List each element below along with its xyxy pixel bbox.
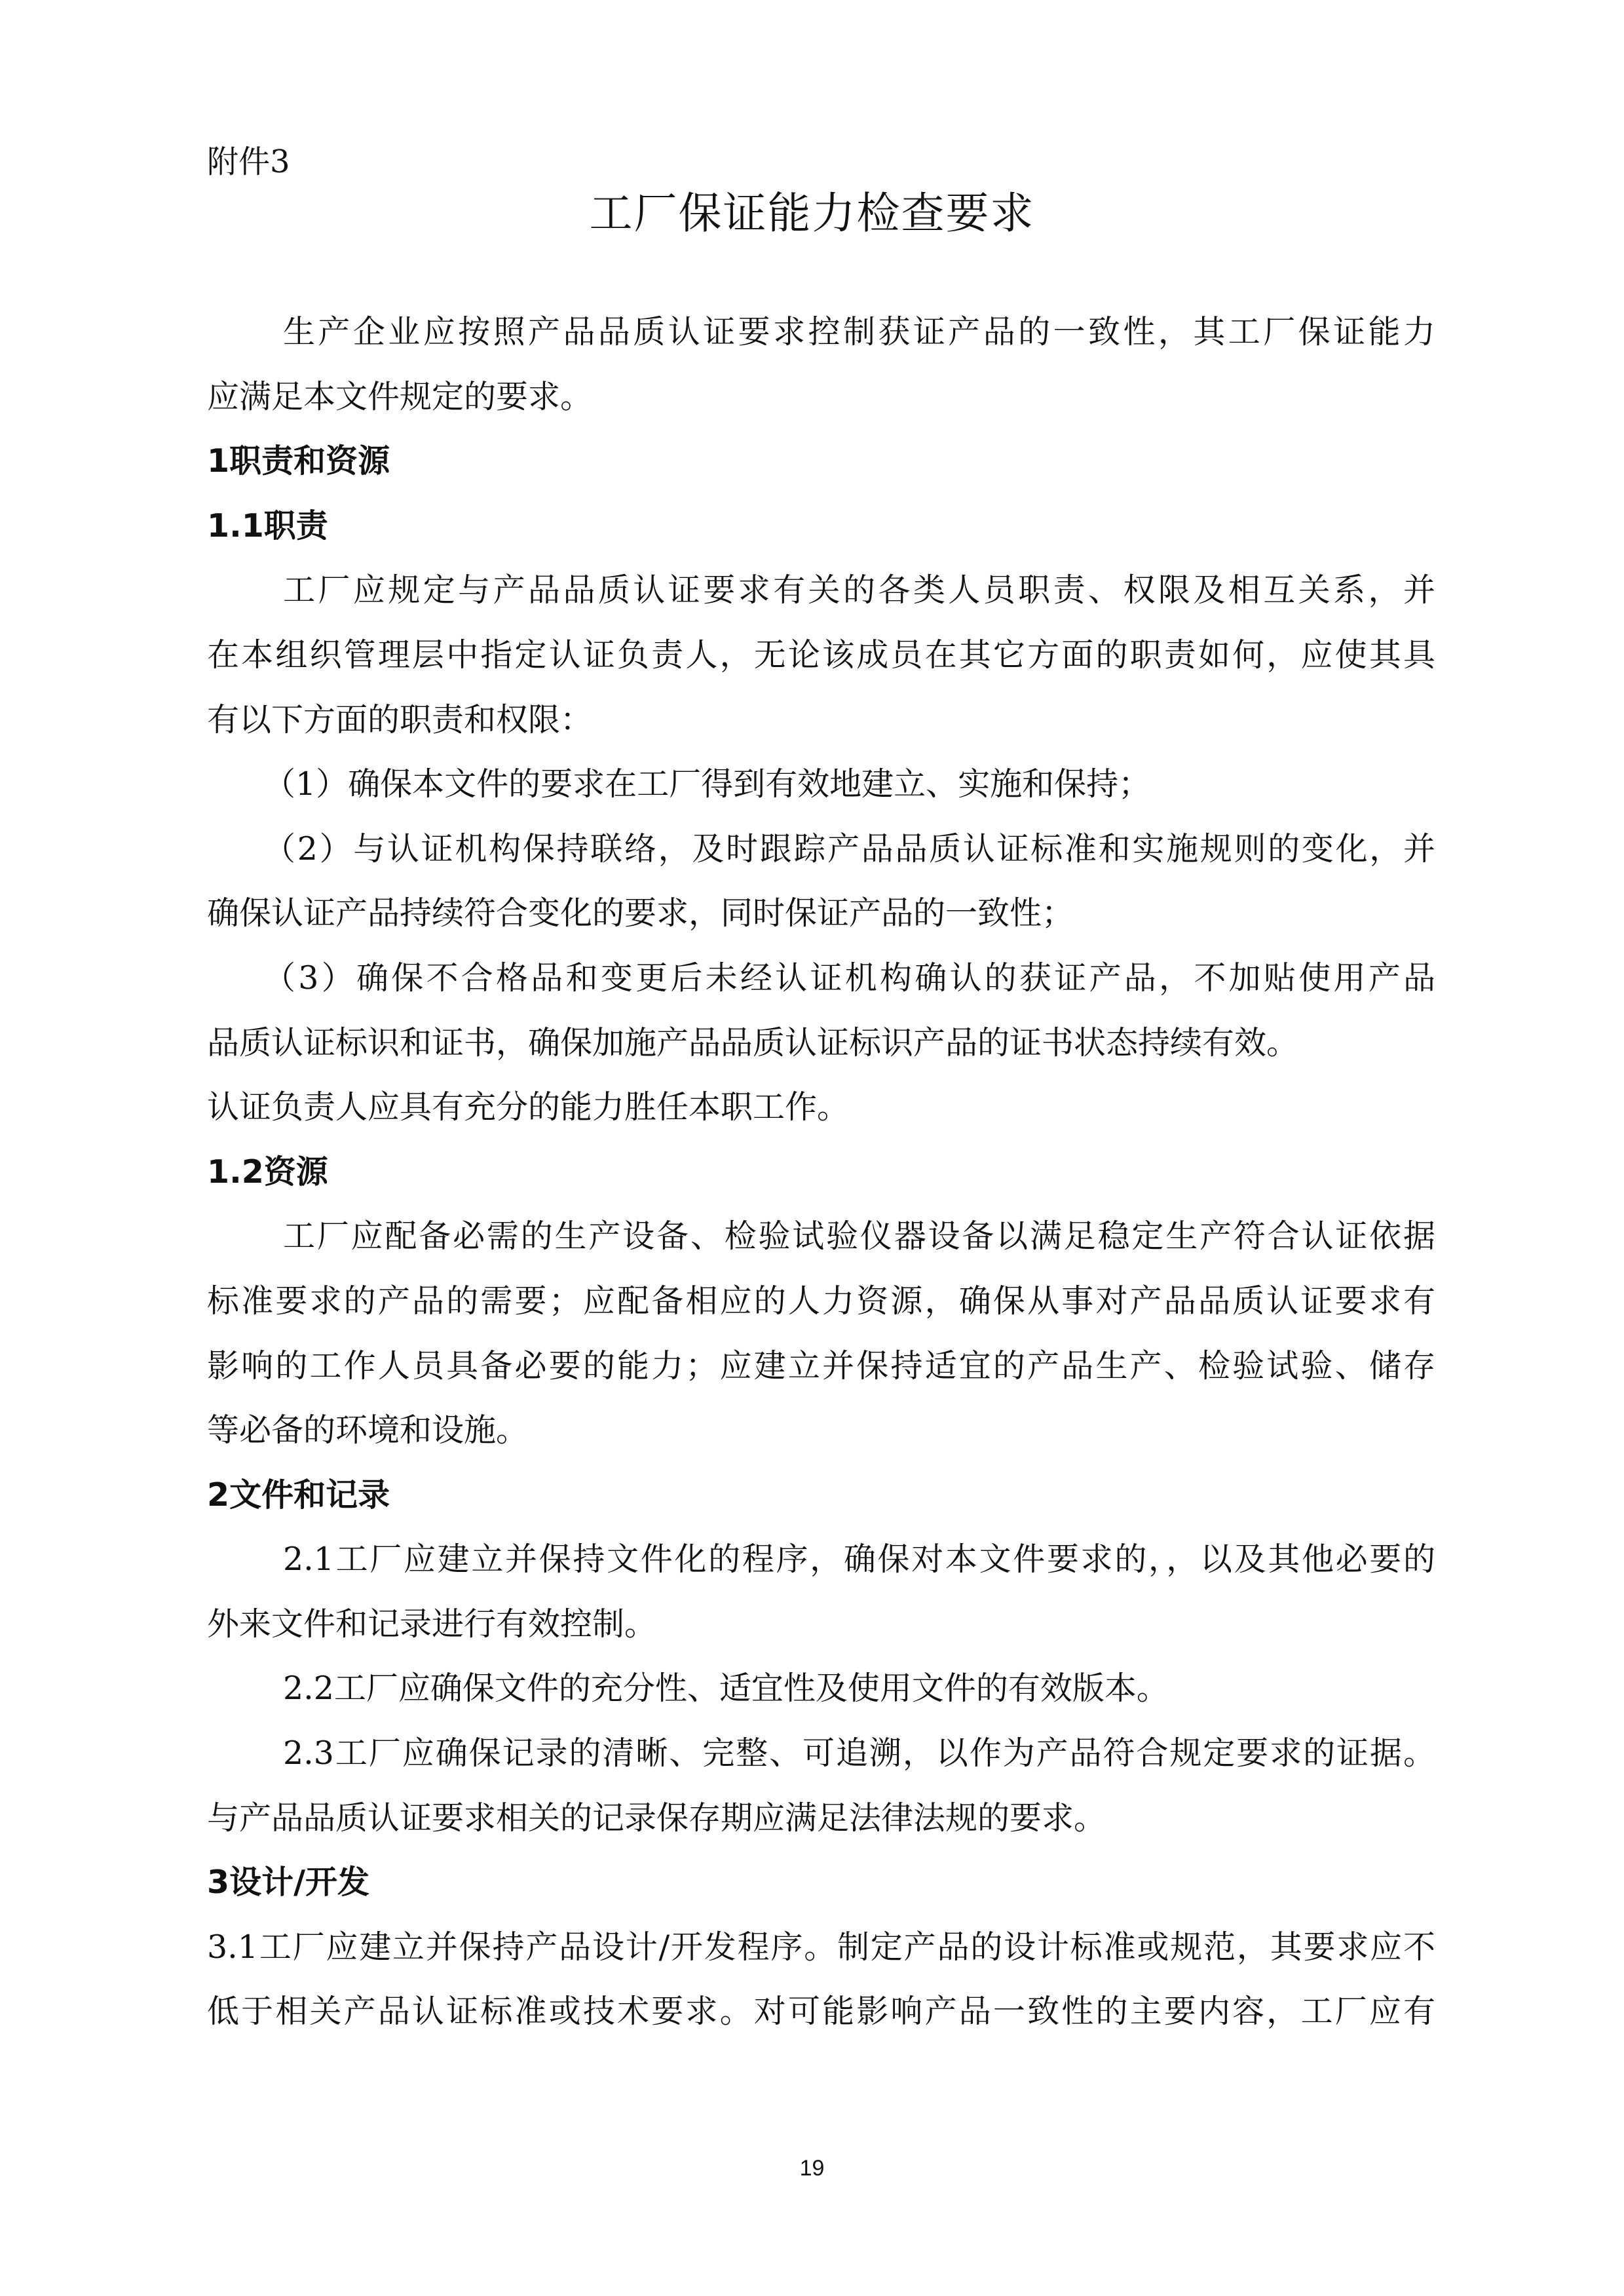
text-line: 2.2工厂应确保文件的充分性、适宜性及使用文件的有效版本。 (283, 1670, 1169, 1708)
text-line: （1）确保本文件的要求在工厂得到有效地建立、实施和保持； (263, 765, 1151, 803)
text-line: 2.3工厂应确保记录的清晰、完整、可追溯，以作为产品符合规定要求的证据。 (283, 1734, 1435, 1772)
text-line: 3.1工厂应建立并保持产品设计/开发程序。制定产品的设计标准或规范，其要求应不 (207, 1928, 1435, 1966)
attachment-label: 附件3 (207, 144, 290, 180)
section-heading: 2文件和记录 (207, 1476, 390, 1514)
page-number: 19 (799, 2156, 825, 2181)
section-heading: 1.2资源 (207, 1153, 328, 1191)
section-heading: 1职责和资源 (207, 442, 390, 480)
text-line: 等必备的环境和设施。 (207, 1411, 529, 1449)
text-line: 确保认证产品持续符合变化的要求，同时保证产品的一致性； (207, 894, 1074, 932)
section-heading: 1.1职责 (207, 507, 328, 545)
text-line: 在本组织管理层中指定认证负责人，无论该成员在其它方面的职责如何，应使其具 (207, 636, 1435, 674)
text-line: 工厂应规定与产品品质认证要求有关的各类人员职责、权限及相互关系，并 (283, 571, 1435, 609)
section-heading: 3设计/开发 (207, 1864, 369, 1902)
text-line: 工厂应配备必需的生产设备、检验试验仪器设备以满足稳定生产符合认证依据 (283, 1217, 1435, 1255)
text-line: 外来文件和记录进行有效控制。 (207, 1605, 657, 1643)
document-title: 工厂保证能力检查要求 (589, 188, 1035, 239)
text-line: 品质认证标识和证书，确保加施产品品质认证标识产品的证书状态持续有效。 (207, 1024, 1299, 1062)
text-line: 认证负责人应具有充分的能力胜任本职工作。 (207, 1088, 850, 1126)
text-line: 影响的工作人员具备必要的能力；应建立并保持适宜的产品生产、检验试验、储存 (207, 1347, 1435, 1385)
text-line: 生产企业应按照产品品质认证要求控制获证产品的一致性，其工厂保证能力 (283, 313, 1435, 351)
text-line: 低于相关产品认证标准或技术要求。对可能影响产品一致性的主要内容，工厂应有 (207, 1993, 1435, 2031)
text-line: 应满足本文件规定的要求。 (207, 377, 593, 415)
document-body (207, 311, 1435, 2055)
text-line: 标准要求的产品的需要；应配备相应的人力资源，确保从事对产品品质认证要求有 (207, 1282, 1435, 1320)
text-line: 有以下方面的职责和权限： (207, 700, 593, 738)
text-line: （3）确保不合格品和变更后未经认证机构确认的获证产品，不加贴使用产品 (263, 959, 1435, 997)
text-line: （2）与认证机构保持联络，及时跟踪产品品质认证标准和实施规则的变化，并 (263, 830, 1435, 868)
text-line: 2.1工厂应建立并保持文件化的程序，确保对本文件要求的，，以及其他必要的 (283, 1540, 1435, 1578)
text-line: 与产品品质认证要求相关的记录保存期应满足法律法规的要求。 (207, 1799, 1106, 1837)
